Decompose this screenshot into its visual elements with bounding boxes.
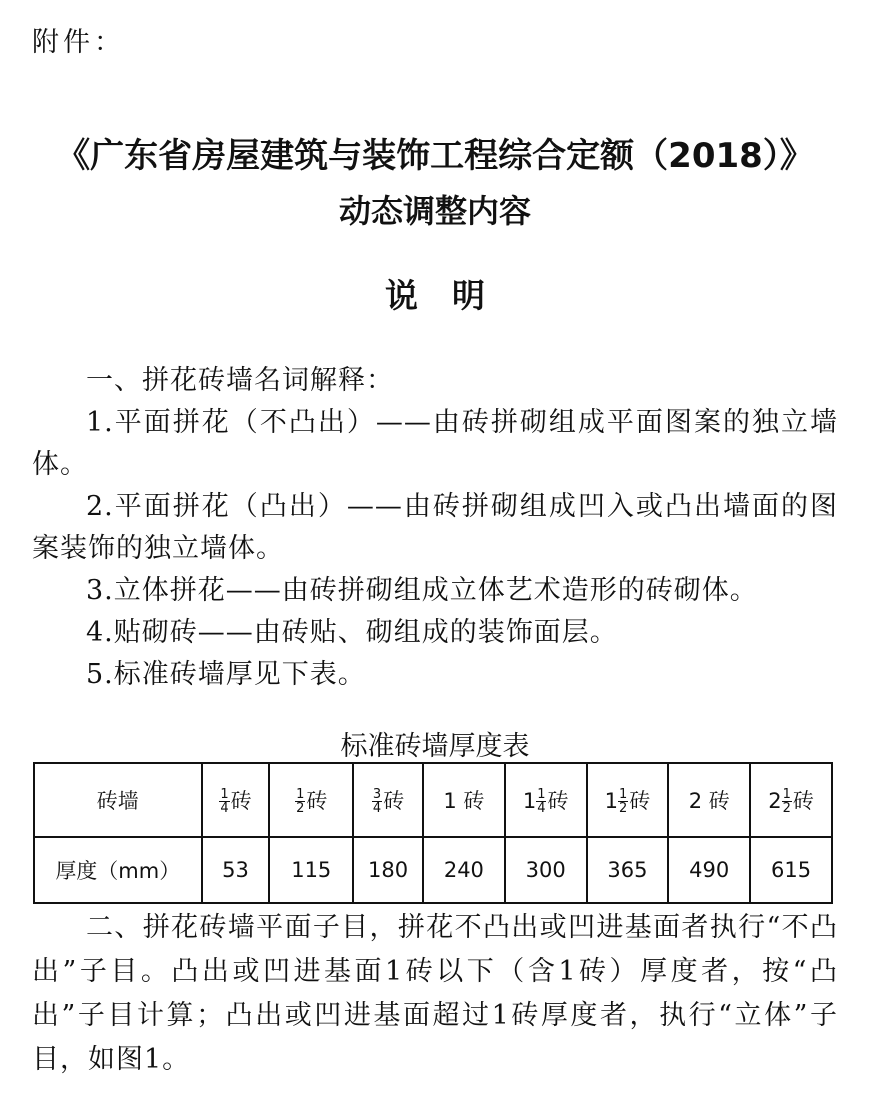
brick-size-cell: [269, 763, 353, 837]
brick-size-fraction: [618, 788, 628, 815]
paragraph-item-5: 5.标准砖墙厚见下表。: [86, 659, 366, 690]
brick-size-fraction: [219, 788, 229, 815]
brick-size-cell: [750, 763, 832, 837]
fraction-numerator: 1: [296, 787, 305, 803]
thickness-value-cell: 300: [505, 837, 587, 903]
fraction-numerator: 1: [537, 787, 546, 803]
fraction-denominator: 4: [220, 801, 229, 817]
brick-size-fraction: [782, 788, 792, 815]
fraction-denominator: 4: [372, 801, 382, 817]
fraction-numerator: 1: [618, 787, 628, 803]
brick-size-cell: [587, 763, 669, 837]
brick-word: 砖: [708, 789, 730, 813]
paragraph-item-1: 1.平面拼花（不凸出）——由砖拼砌组成平面图案的独立墙体。: [32, 407, 838, 480]
document-title: 《广东省房屋建筑与装饰工程综合定额（2018）》: [56, 136, 814, 176]
paragraph-2-text: 二、拼花砖墙平面子目，拼花不凸出或凹进基面者执行“不凸出”子目。凸出或凹进基面1砖以下（含1砖）厚度者，按“凸出”子目计算；凸出或凹进基面超过1砖厚度者，执行“立体”子目，如图1。: [32, 912, 838, 1075]
brick-size-whole: 2: [688, 789, 703, 813]
document-subtitle: 动态调整内容: [338, 192, 531, 230]
brick-size-fraction: [536, 788, 546, 815]
brick-size-whole: 1: [604, 788, 618, 813]
fraction-denominator: 4: [537, 801, 546, 817]
thickness-value-cell: 365: [587, 837, 669, 903]
thickness-value-cell: 615: [750, 837, 832, 903]
paragraph-section-2: [32, 906, 838, 1082]
brick-size-cell: [423, 763, 505, 837]
table-row-thickness: [34, 837, 832, 903]
brick-word: 砖: [463, 789, 485, 813]
paragraph-item-2: 2.平面拼花（凸出）——由砖拼砌组成凹入或凸出墙面的图案装饰的独立墙体。: [32, 491, 838, 564]
section-heading: 说明: [385, 276, 519, 315]
brick-word: 砖: [383, 788, 405, 813]
fraction-denominator: 2: [782, 801, 791, 817]
brick-word: 砖: [306, 788, 328, 813]
brick-size-cell: [668, 763, 750, 837]
brick-word: 砖: [629, 788, 651, 813]
thickness-value-cell: 490: [668, 837, 750, 903]
thickness-value-cell: 115: [269, 837, 353, 903]
fraction-denominator: 2: [618, 801, 628, 817]
row-label-brick-wall: 砖墙: [34, 763, 202, 837]
brick-size-whole: 1: [522, 788, 537, 813]
attachment-label: 附件：: [32, 27, 125, 58]
brick-word: 砖: [547, 788, 569, 813]
brick-size-whole: 1: [443, 789, 457, 813]
thickness-value-cell: 53: [202, 837, 270, 903]
brick-word: 砖: [792, 788, 814, 813]
table-row-brick-wall: [34, 763, 832, 837]
brick-thickness-table: [33, 762, 833, 904]
brick-size-whole: 2: [768, 788, 782, 813]
body-text: [32, 360, 838, 696]
row-label-thickness: 厚度（mm）: [34, 837, 202, 903]
thickness-value-cell: 180: [353, 837, 423, 903]
brick-size-cell: [353, 763, 423, 837]
paragraph-item-4: 4.贴砌砖——由砖贴、砌组成的装饰面层。: [86, 617, 618, 648]
fraction-numerator: 1: [220, 787, 229, 803]
table-caption: 标准砖墙厚度表: [340, 731, 530, 762]
brick-size-fraction: [372, 788, 382, 815]
paragraph-intro: 一、拼花砖墙名词解释：: [86, 365, 394, 396]
thickness-value-cell: 240: [423, 837, 505, 903]
brick-word: 砖: [230, 788, 252, 813]
fraction-numerator: 1: [782, 787, 791, 803]
brick-size-fraction: [295, 788, 305, 815]
brick-size-cell: [202, 763, 270, 837]
fraction-numerator: 3: [372, 787, 382, 803]
fraction-denominator: 2: [296, 801, 305, 817]
brick-size-cell: [505, 763, 587, 837]
paragraph-item-3: 3.立体拼花——由砖拼砌组成立体艺术造形的砖砌体。: [86, 575, 758, 606]
